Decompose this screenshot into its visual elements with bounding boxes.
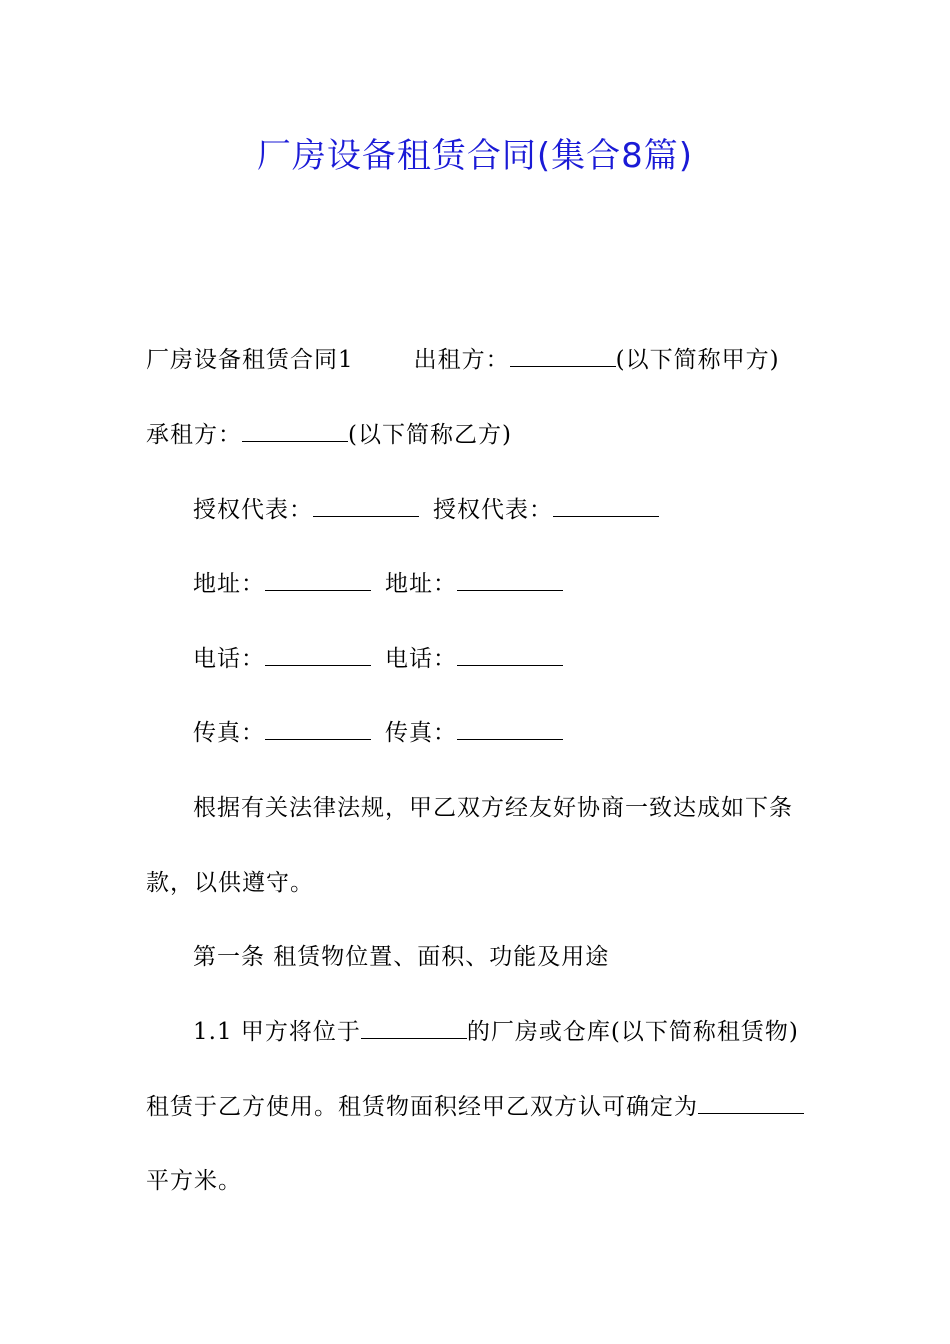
phone-blank-b — [457, 645, 563, 666]
clause-1-1-line-2-text: 租赁于乙方使用。租赁物面积经甲乙双方认可确定为 — [146, 1094, 698, 1120]
clause-1-1-line-3: 平方米。 — [146, 1168, 242, 1194]
fax-blank-b — [457, 719, 563, 740]
document-title: 厂房设备租赁合同(集合8篇) — [256, 136, 694, 176]
rep-blank-a — [313, 496, 419, 517]
lessor-blank — [510, 346, 616, 367]
phone-label-a: 电话： — [193, 646, 265, 672]
rep-label-a: 授权代表： — [193, 497, 313, 523]
fax-label-a: 传真： — [193, 720, 265, 746]
lessor-suffix: (以下简称甲方) — [615, 347, 780, 373]
lessee-label: 承租方： — [146, 422, 242, 448]
clause-1-1-line-1 — [193, 1017, 799, 1047]
contract-heading: 厂房设备租赁合同1 — [146, 347, 354, 373]
rep-blank-b — [553, 496, 659, 517]
rep-line — [193, 495, 659, 525]
phone-line — [193, 644, 563, 674]
area-blank — [698, 1093, 804, 1114]
fax-line — [193, 718, 563, 748]
intro-line-1: 根据有关法律法规，甲乙双方经友好协商一致达成如下条 — [193, 795, 793, 821]
lessee-suffix: (以下简称乙方) — [348, 422, 512, 448]
rep-label-b: 授权代表： — [433, 497, 553, 523]
location-blank — [361, 1018, 467, 1039]
clause-1-1-suffix: 的厂房或仓库(以下简称租赁物) — [466, 1019, 799, 1045]
address-label-b: 地址： — [385, 571, 457, 597]
address-label-a: 地址： — [193, 571, 265, 597]
party-a-line — [146, 345, 780, 375]
fax-label-b: 传真： — [385, 720, 457, 746]
clause-1-1-line-2 — [146, 1092, 804, 1122]
party-b-line — [146, 420, 512, 450]
address-blank-a — [265, 570, 371, 591]
article-1-title: 第一条 租赁物位置、面积、功能及用途 — [193, 944, 610, 970]
intro-line-2: 款，以供遵守。 — [146, 870, 314, 896]
lessee-blank — [242, 421, 348, 442]
fax-blank-a — [265, 719, 371, 740]
lessor-label: 出租方： — [413, 347, 510, 373]
address-blank-b — [457, 570, 563, 591]
clause-1-1-prefix: 1.1 甲方将位于 — [193, 1019, 361, 1045]
address-line — [193, 569, 563, 599]
phone-label-b: 电话： — [385, 646, 457, 672]
phone-blank-a — [265, 645, 371, 666]
